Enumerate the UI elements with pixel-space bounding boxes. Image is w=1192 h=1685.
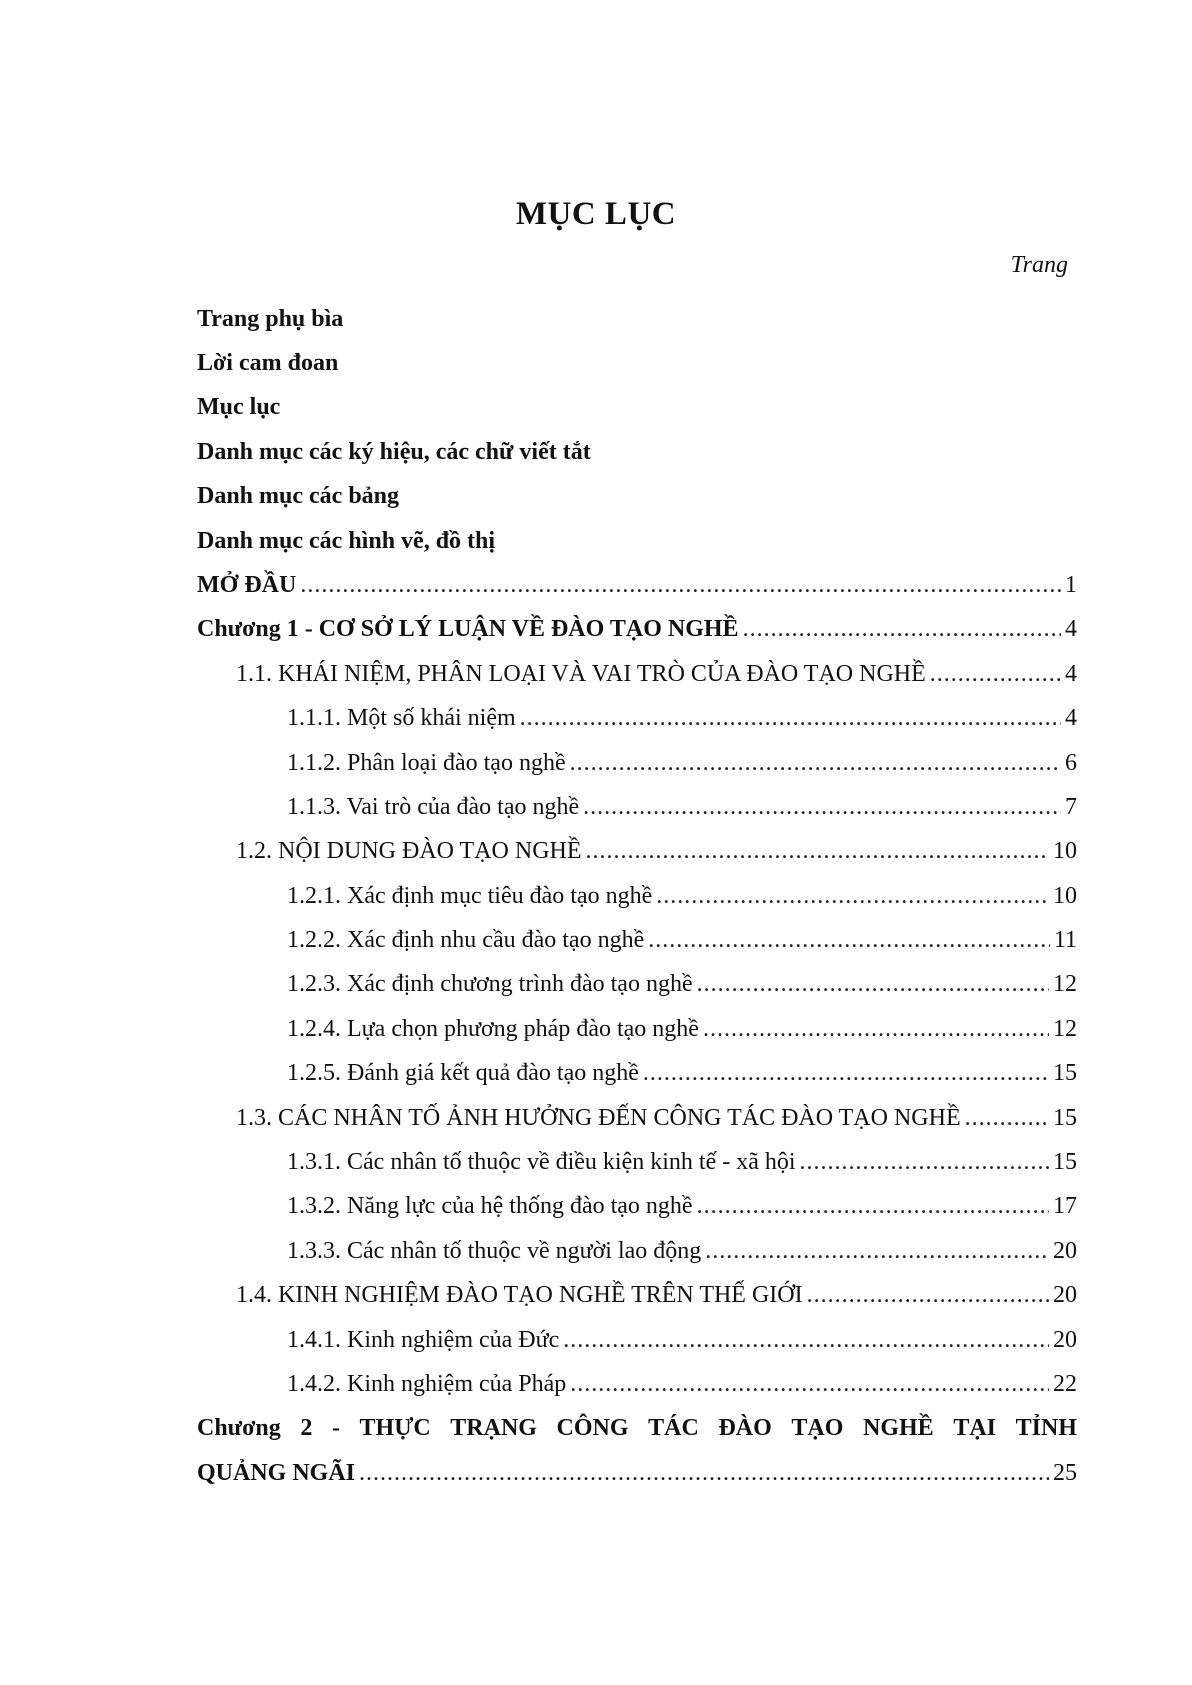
toc-page-number: 20 <box>1053 1282 1077 1309</box>
toc-page-number: 22 <box>1053 1370 1077 1397</box>
toc-entry-label: 1.1.3. Vai trò của đào tạo nghề <box>287 793 580 820</box>
toc-entry-label: 1.4.1. Kinh nghiệm của Đức <box>287 1326 560 1353</box>
toc-entry[interactable] <box>197 559 1077 603</box>
toc-page-number: 10 <box>1053 838 1077 865</box>
dot-leader <box>648 926 1050 955</box>
toc-front-matter-item[interactable] <box>197 515 1077 559</box>
toc-entry[interactable] <box>197 1136 1077 1180</box>
toc-entry[interactable] <box>197 693 1077 737</box>
dot-leader <box>697 1192 1049 1221</box>
toc-entry-label: Danh mục các hình vẽ, đồ thị <box>197 527 496 554</box>
toc-page-number: 11 <box>1053 927 1077 954</box>
toc-page-number: 25 <box>1053 1459 1077 1486</box>
toc-entry-label: 1.2.2. Xác định nhu cầu đào tạo nghề <box>287 927 645 954</box>
toc-entries <box>197 559 1077 1402</box>
toc-heading-word: - <box>331 1415 340 1442</box>
toc-entry-label <box>197 1414 1077 1443</box>
toc-front-matter-item[interactable] <box>197 337 1077 381</box>
dot-leader <box>586 837 1049 866</box>
toc-entry[interactable] <box>197 1048 1077 1092</box>
toc-heading-word: ĐÀO <box>718 1415 772 1442</box>
dot-leader <box>705 1237 1049 1266</box>
toc-entry-label: 1.2.3. Xác định chương trình đào tạo nghề <box>287 971 693 998</box>
toc-page-number: 4 <box>1065 705 1077 732</box>
dot-leader <box>563 1326 1049 1355</box>
dot-leader <box>583 793 1061 822</box>
toc-page-number: 20 <box>1053 1326 1077 1353</box>
dot-leader <box>643 1059 1049 1088</box>
dot-leader <box>697 970 1049 999</box>
toc-entry-label: Trang phụ bìa <box>197 305 344 332</box>
dot-leader <box>807 1281 1049 1310</box>
toc-entry[interactable] <box>197 870 1077 914</box>
toc-page-number: 12 <box>1053 971 1077 998</box>
dot-leader <box>800 1148 1049 1177</box>
toc-entry-label: 1.4. KINH NGHIỆM ĐÀO TẠO NGHỀ TRÊN THẾ GIỚI <box>236 1282 803 1309</box>
toc-page-number: 7 <box>1065 793 1077 820</box>
dot-leader <box>570 1370 1049 1399</box>
dot-leader <box>570 749 1061 778</box>
table-of-contents <box>197 293 1077 1492</box>
dot-leader <box>520 704 1061 733</box>
toc-entry[interactable] <box>197 648 1077 692</box>
toc-page-number: 17 <box>1053 1193 1077 1220</box>
toc-entry[interactable] <box>197 826 1077 870</box>
toc-entry-label: 1.3. CÁC NHÂN TỐ ẢNH HƯỞNG ĐẾN CÔNG TÁC ĐÀO TẠO NGHỀ <box>236 1104 961 1131</box>
toc-entry-label: 1.4.2. Kinh nghiệm của Pháp <box>287 1370 567 1397</box>
toc-heading-word: NGHỀ <box>863 1415 934 1442</box>
toc-entry-label: MỞ ĐẦU <box>197 571 297 598</box>
toc-page-number: 15 <box>1053 1060 1077 1087</box>
toc-entry-label: 1.1.1. Một số khái niệm <box>287 705 516 732</box>
dot-leader <box>300 571 1061 600</box>
toc-heading-word: TẠO <box>791 1415 844 1442</box>
toc-page-number: 4 <box>1065 616 1077 643</box>
toc-entry[interactable] <box>197 1181 1077 1225</box>
toc-page-number: 10 <box>1053 882 1077 909</box>
toc-entry-label: 1.2.1. Xác định mục tiêu đào tạo nghề <box>287 882 653 909</box>
toc-entry-label: 1.1.2. Phân loại đào tạo nghề <box>287 749 566 776</box>
toc-entry-label: Lời cam đoan <box>197 349 339 376</box>
toc-entry[interactable] <box>197 914 1077 958</box>
toc-entry[interactable] <box>197 604 1077 648</box>
toc-front-matter-item[interactable] <box>197 426 1077 470</box>
toc-entry-label: Danh mục các ký hiệu, các chữ viết tắt <box>197 438 591 465</box>
page-column-label: Trang <box>1010 252 1068 278</box>
toc-entry[interactable] <box>197 1270 1077 1314</box>
toc-entry[interactable] <box>197 781 1077 825</box>
toc-heading-word: Chương <box>197 1415 281 1442</box>
toc-heading-word: TRẠNG <box>450 1415 537 1442</box>
toc-entry-label: 1.3.3. Các nhân tố thuộc về người lao động <box>287 1237 702 1264</box>
page-title: MỤC LỤC <box>515 196 677 232</box>
toc-entry-label: Mục lục <box>197 394 281 421</box>
toc-entry[interactable] <box>197 737 1077 781</box>
toc-entry-label: 1.1. KHÁI NIỆM, PHÂN LOẠI VÀ VAI TRÒ CỦA ĐÀO TẠO NGHỀ <box>236 660 926 687</box>
dot-leader <box>703 1015 1049 1044</box>
toc-chapter-2-line-2[interactable] <box>197 1447 1077 1491</box>
toc-heading-word: TỈNH <box>1015 1415 1077 1442</box>
toc-entry[interactable] <box>197 1092 1077 1136</box>
toc-page-number: 20 <box>1053 1237 1077 1264</box>
toc-entry-label: 1.2. NỘI DUNG ĐÀO TẠO NGHỀ <box>236 838 582 865</box>
toc-entry-label: 1.3.1. Các nhân tố thuộc về điều kiện kinh tế - xã hội <box>287 1149 796 1176</box>
toc-heading-word: 2 <box>300 1415 313 1442</box>
toc-entry-label: QUẢNG NGÃI <box>197 1459 356 1486</box>
toc-entry-label: Danh mục các bảng <box>197 483 400 510</box>
toc-chapter-2-line-1[interactable] <box>197 1403 1077 1447</box>
toc-page-number: 15 <box>1053 1104 1077 1131</box>
toc-front-matter-item[interactable] <box>197 293 1077 337</box>
toc-heading-word: CÔNG <box>556 1415 629 1442</box>
toc-entry-label: Chương 1 - CƠ SỞ LÝ LUẬN VỀ ĐÀO TẠO NGHỀ <box>197 616 739 643</box>
toc-front-matter-item[interactable] <box>197 471 1077 515</box>
toc-entry[interactable] <box>197 1358 1077 1402</box>
toc-page-number: 12 <box>1053 1015 1077 1042</box>
toc-heading-word: TÁC <box>648 1415 699 1442</box>
dot-leader <box>656 882 1049 911</box>
toc-page-number: 1 <box>1065 571 1077 598</box>
toc-entry-label: 1.2.5. Đánh giá kết quả đào tạo nghề <box>287 1060 639 1087</box>
toc-page-number: 15 <box>1053 1149 1077 1176</box>
toc-page-number: 6 <box>1065 749 1077 776</box>
toc-page-number: 4 <box>1065 660 1077 687</box>
toc-entry[interactable] <box>197 1003 1077 1047</box>
toc-front-matter-item[interactable] <box>197 382 1077 426</box>
dot-leader <box>359 1459 1049 1488</box>
dot-leader <box>930 660 1061 689</box>
toc-entry-label: 1.3.2. Năng lực của hệ thống đào tạo nghề <box>287 1193 693 1220</box>
toc-heading-word: THỰC <box>359 1415 431 1442</box>
toc-entry[interactable] <box>197 959 1077 1003</box>
toc-entry[interactable] <box>197 1225 1077 1269</box>
toc-heading-word: TẠI <box>953 1415 996 1442</box>
dot-leader <box>743 615 1061 644</box>
toc-entry-label: 1.2.4. Lựa chọn phương pháp đào tạo nghề <box>287 1015 699 1042</box>
toc-entry[interactable] <box>197 1314 1077 1358</box>
dot-leader <box>965 1104 1049 1133</box>
